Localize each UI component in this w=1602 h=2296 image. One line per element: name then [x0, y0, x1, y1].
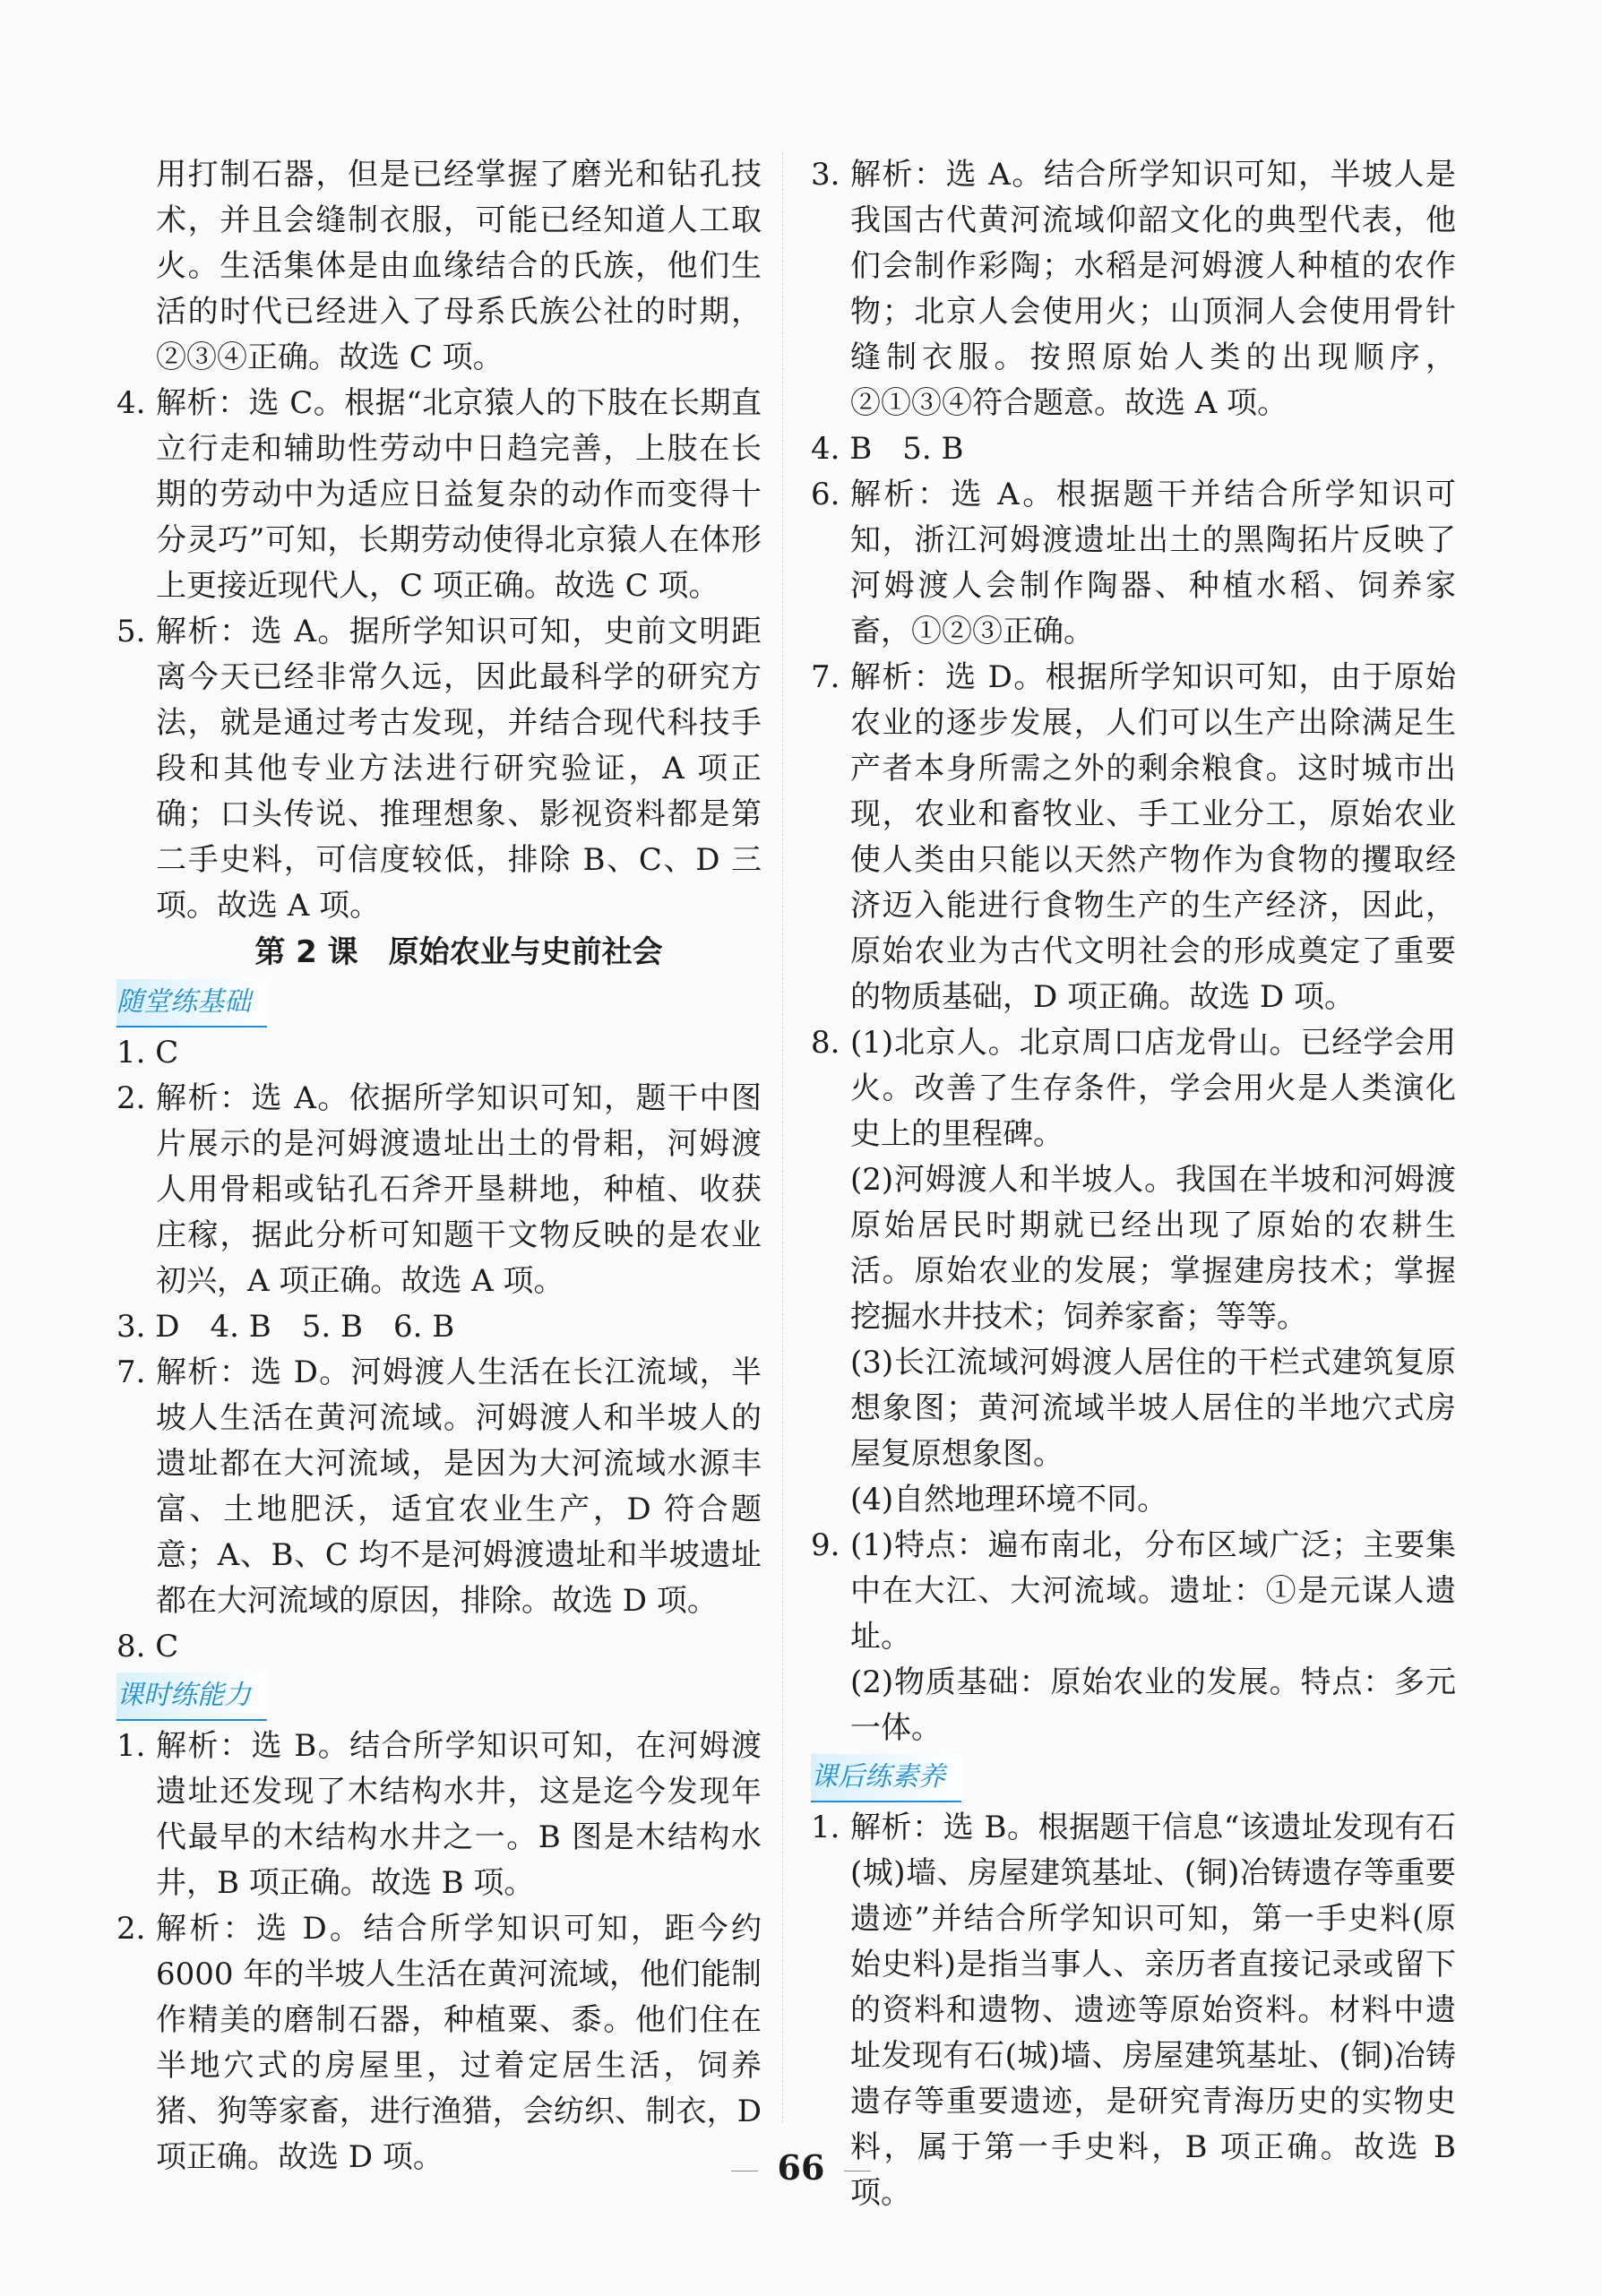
answer-text: ：选 C。根据“北京猿人的下肢在长期直立行走和辅助性劳动中日趋完善，上肢在长期的劳动中为适应日益复杂的动作而变得十分灵巧”可知，长期劳动使得北京猿人在体形上更接近现代人，C 项正确。故选 C 项。	[156, 385, 762, 604]
answer-item	[116, 609, 762, 929]
answer-number: 9.	[811, 1527, 840, 1563]
analysis-label: 解析	[156, 614, 220, 649]
answer-item	[116, 1350, 762, 1624]
answer-number: 1.	[811, 1810, 840, 1845]
answer-item	[811, 655, 1456, 1020]
answer-item	[116, 1906, 762, 2180]
answer-item	[811, 1523, 1456, 1751]
answer-text: ：选 B。结合所学知识可知，在河姆渡遗址还发现了木结构水井，这是迄今发现年代最早的木结构水井之一。B 图是木结构水井，B 项正确。故选 B 项。	[156, 1728, 762, 1901]
section-banner-basic: 随堂练基础	[116, 979, 267, 1028]
page-number: 66	[777, 2147, 825, 2188]
answer-text: ：选 A。根据题干并结合所学知识可知，浙江河姆渡遗址出土的黑陶拓片反映了河姆渡人会制作陶器、种植水稻、饲养家畜，①②③正确。	[850, 477, 1456, 649]
answer-item	[116, 1076, 762, 1304]
answer-text: ：选 D。根据所学知识可知，由于原始农业的逐步发展，人们可以生产出除满足生产者本身所需之外的剩余粮食。这时城市出现，农业和畜牧业、手工业分工，原始农业使人类由只能以天然产物作为食物的攫取经济迈入能进行食物生产的生产经济，因此，原始农业为古代文明社会的形成奠定了重要的物质基础，D 项正确。故选 D 项。	[850, 659, 1456, 1015]
analysis-label: 解析	[156, 385, 218, 421]
analysis-label: 解析	[156, 1080, 220, 1116]
sub-answer: (2)物质基础：原始农业的发展。特点：多元一体。	[850, 1664, 1456, 1746]
lesson-heading: 第 2 课 原始农业与史前社会	[254, 934, 663, 970]
answer-number: 8.	[811, 1025, 840, 1061]
answer-number: 1.	[116, 1728, 146, 1764]
answer-text: ：选 A。依据所学知识可知，题干中图片展示的是河姆渡遗址出土的骨耜，河姆渡人用骨耜或钻孔石斧开垦耕地，种植、收获庄稼，据此分析可知题干文物反映的是农业初兴，A 项正确。故选 A 项。	[156, 1080, 762, 1299]
right-column	[811, 152, 1456, 2216]
analysis-label: 解析	[156, 1354, 220, 1390]
answer-number: 2.	[116, 1080, 146, 1116]
column-divider	[782, 152, 783, 2123]
answer-text: ：选 A。结合所学知识可知，半坡人是我国古代黄河流域仰韶文化的典型代表，他们会制作彩陶；水稻是河姆渡人种植的农作物；北京人会使用火；山顶洞人会使用骨针缝制衣服。按照原始人类的出现顺序，②①③④符合题意。故选 A 项。	[850, 157, 1456, 421]
sub-answer: (1)特点：遍布南北，分布区域广泛；主要集中在大江、大河流域。遗址：①是元谋人遗址。	[850, 1527, 1456, 1655]
analysis-label: 解析	[850, 157, 915, 193]
answer-short: 4. B 5. B	[811, 431, 964, 467]
answer-item	[811, 1020, 1456, 1523]
sub-answer: (3)长江流域河姆渡人居住的干栏式建筑复原想象图；黄河流域半坡人居住的半地穴式房屋复原想象图。	[850, 1345, 1456, 1472]
answer-number: 2.	[116, 1911, 146, 1947]
analysis-label: 解析	[850, 1810, 913, 1845]
analysis-label: 解析	[850, 659, 914, 695]
page-number-footer	[0, 2141, 1602, 2195]
answer-text: ：选 D。河姆渡人生活在长江流域，半坡人生活在黄河流域。河姆渡人和半坡人的遗址都在大河流域，是因为大河流域水源丰富、土地肥沃，适宜农业生产，D 符合题意；A、B、C 均不是河姆渡遗址和半坡遗址都在大河流域的原因，排除。故选 D 项。	[156, 1354, 762, 1619]
answer-item	[811, 152, 1456, 426]
answer-item	[811, 472, 1456, 655]
answer-text: ：选 A。据所学知识可知，史前文明距离今天已经非常久远，因此最科学的研究方法，就是通过考古发现，并结合现代科技手段和其他专业方法进行研究验证，A 项正确；口头传说、推理想象、影视资料都是第二手史料，可信度较低，排除 B、C、D 三项。故选 A 项。	[156, 614, 762, 924]
continued-answer-text: 用打制石器，但是已经掌握了磨光和钻孔技术，并且会缝制衣服，可能已经知道人工取火。生活集体是由血缘结合的氏族，他们生活的时代已经进入了母系氏族公社的时期，②③④正确。故选 C 项。	[156, 157, 762, 375]
sub-answer: (2)河姆渡人和半坡人。我国在半坡和河姆渡原始居民时期就已经出现了原始的农耕生活。原始农业的发展；掌握建房技术；掌握挖掘水井技术；饲养家畜；等等。	[850, 1162, 1456, 1335]
answer-number: 3.	[811, 157, 840, 193]
answer-text: ：选 B。根据题干信息“该遗址发现有石(城)墙、房屋建筑基址、(铜)冶铸遗存等重要遗迹”并结合所学知识可知，第一手史料(原始史料)是指当事人、亲历者直接记录或留下的资料和遗物、遗迹等原始资料。材料中遗址发现有石(城)墙、房屋建筑基址、(铜)冶铸遗存等重要遗迹，是研究青海历史的实物史料，属于第一手史料，B 项正确。故选 B 项。	[850, 1810, 1456, 2211]
analysis-label: 解析	[156, 1728, 220, 1764]
answer-number: 5.	[116, 614, 146, 649]
answer-short: 1. C	[116, 1035, 179, 1071]
analysis-label: 解析	[850, 477, 917, 512]
answer-number: 7.	[811, 659, 840, 695]
answer-number: 7.	[116, 1354, 146, 1390]
answer-item	[116, 381, 762, 609]
section-banner-ability: 课时练能力	[116, 1673, 267, 1721]
answer-number: 6.	[811, 477, 840, 512]
answer-item	[116, 1724, 762, 1906]
sub-answer: (1)北京人。北京周口店龙骨山。已经学会用火。改善了生存条件，学会用火是人类演化史上的里程碑。	[850, 1025, 1456, 1152]
answer-short: 3. D 4. B 5. B 6. B	[116, 1309, 455, 1345]
sub-answer: (4)自然地理环境不同。	[850, 1482, 1168, 1518]
analysis-label: 解析	[156, 1911, 223, 1947]
answer-short: 8. C	[116, 1629, 179, 1664]
answer-text: ：选 D。结合所学知识可知，距今约 6000 年的半坡人生活在黄河流域，他们能制作精美的磨制石器，种植粟、黍。他们住在半地穴式的房屋里，过着定居生活，饲养猪、狗等家畜，进行渔猎，会纺织、制衣，D 项正确。故选 D 项。	[156, 1911, 762, 2175]
answer-number: 4.	[116, 385, 146, 421]
section-banner-literacy: 课后练素养	[811, 1754, 961, 1802]
left-column	[116, 152, 762, 2180]
